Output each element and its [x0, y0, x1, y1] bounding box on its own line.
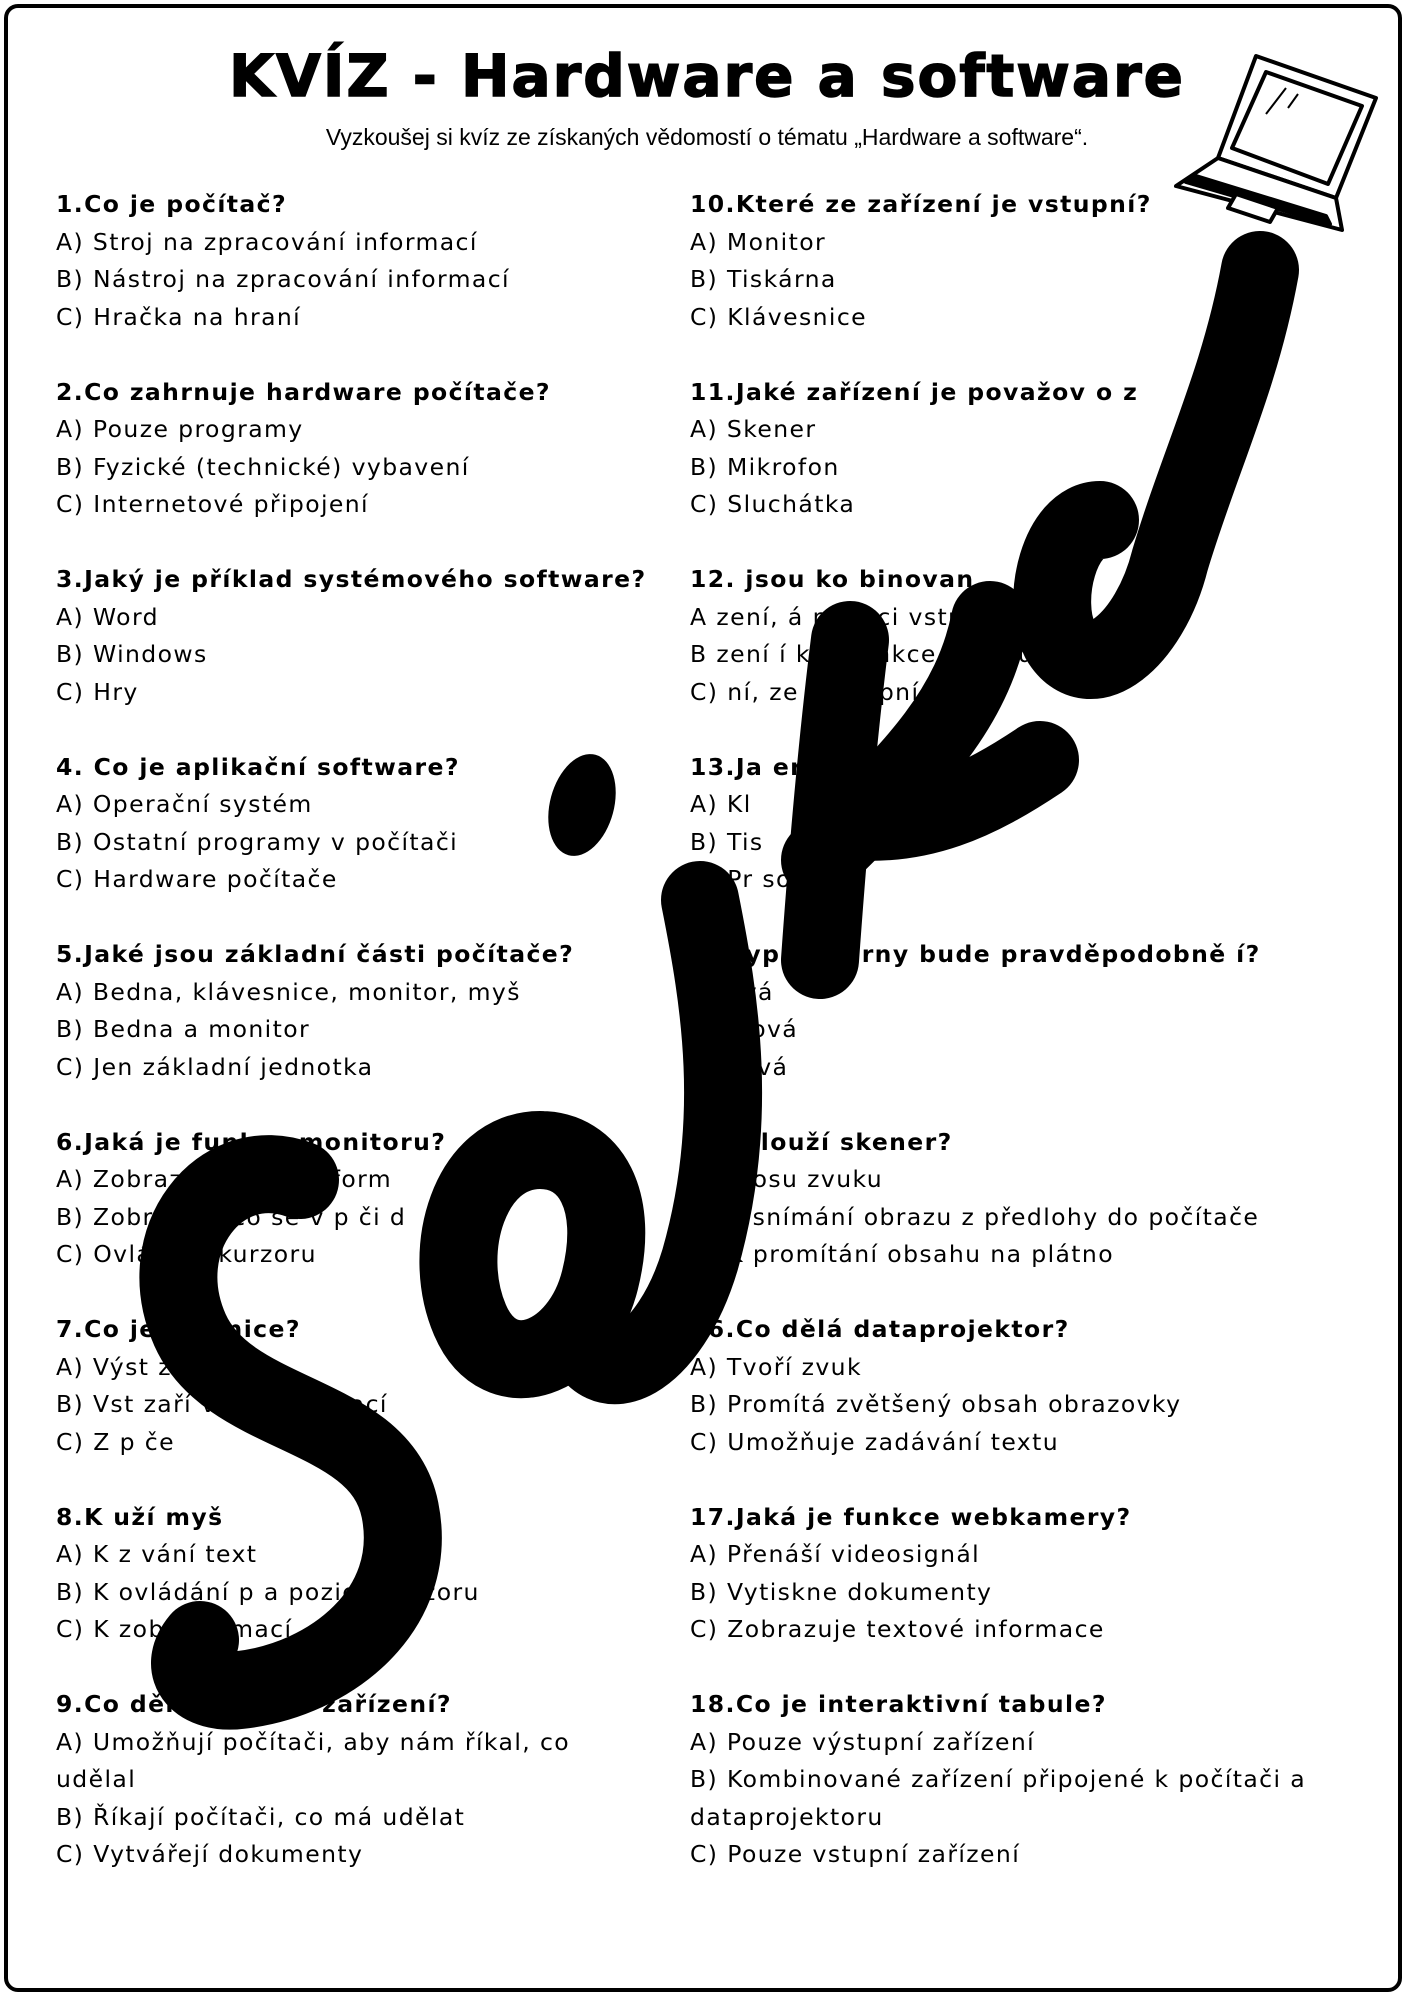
question-title: 15. slouží skener?: [690, 1127, 953, 1156]
question-6: [56, 1124, 656, 1274]
question-8: [56, 1499, 656, 1649]
left-question-column: [56, 186, 656, 1911]
answer-option: C) K promítání obsahu na plátno: [690, 1240, 1114, 1268]
question-title: 8.K uží myš: [56, 1502, 224, 1531]
answer-option: B) Mikrofon: [690, 452, 840, 481]
question-title: 12. jsou ko binovan: [690, 565, 975, 593]
answer-option: A zení, á mají ci vstupu: [690, 602, 997, 631]
answer-option: B) Říkají počítači, co má udělat: [56, 1802, 466, 1831]
question-3: [56, 561, 656, 711]
answer-option: B) Promítá zvětšený obsah obrazovky: [690, 1390, 1182, 1418]
answer-option: B) Fyzické (technické) vybavení: [56, 452, 470, 481]
answer-option: A) Kl: [690, 790, 752, 818]
answer-option: B) Vst zaří vání informací: [56, 1390, 388, 1418]
question-title: 9.Co dělají stupní zařízení?: [56, 1690, 452, 1718]
answer-option: B) Nástroj na zpracování informací: [56, 265, 510, 293]
question-13: [690, 749, 1340, 899]
answer-option: A) Operační systém: [56, 790, 313, 818]
answer-option: B) Tis: [690, 827, 764, 856]
answer-option: A) Bedna, klávesnice, monitor, myš: [56, 977, 521, 1006]
question-title: 10.Které ze zařízení je vstupní?: [690, 190, 1152, 218]
answer-option: A) Pouze programy: [56, 415, 304, 443]
page-subtitle: Vyzkoušej si kvíz ze získaných vědomostí o tématu „Hardware a software“.: [325, 124, 1089, 150]
answer-option: A) Výst zaříze: [56, 1352, 237, 1381]
answer-option: A) K z vání text: [56, 1540, 258, 1568]
answer-option: C) ní, ze výstupní: [690, 677, 920, 706]
question-16: [690, 1311, 1340, 1461]
answer-option: B) stová: [690, 1015, 799, 1043]
question-4: [56, 749, 656, 899]
answer-option: B) Windows: [56, 640, 208, 668]
question-18: [690, 1686, 1340, 1874]
question-title: 6.Jaká je funkce monitoru?: [56, 1127, 447, 1156]
answer-option: B) Ostatní programy v počítači: [56, 827, 459, 856]
answer-option: C) Ovládá p kurzoru: [56, 1240, 317, 1268]
question-14: [690, 936, 1340, 1086]
question-title: 16.Co dělá dataprojektor?: [690, 1315, 1070, 1343]
question-title: 5.Jaké jsou základní části počítače?: [56, 940, 575, 968]
answer-option: C) Jen základní jednotka: [56, 1052, 374, 1081]
answer-option: B) K ovládání p a pozice kurzoru: [56, 1577, 480, 1606]
answer-option: A) Skener: [690, 415, 817, 443]
answer-option: A) Pouze výstupní zařízení: [690, 1727, 1036, 1756]
answer-option: A) K osu zvuku: [690, 1165, 884, 1193]
answer-option: C) ková: [690, 1052, 789, 1081]
answer-option: C) Internetové připojení: [56, 490, 369, 518]
answer-option: B) Bedna a monitor: [56, 1015, 311, 1043]
answer-option: B) K snímání obrazu z předlohy do počítače: [690, 1202, 1260, 1231]
page-title: KVÍZ - Hardware a software: [229, 42, 1185, 110]
question-title: 4. Co je aplikační software?: [56, 752, 460, 781]
answer-option: B) Vytiskne dokumenty: [690, 1577, 993, 1606]
question-10: [690, 186, 1340, 336]
question-5: [56, 936, 656, 1086]
right-question-column: [690, 186, 1340, 1911]
answer-option: B) Kombinované zařízení připojené k počítači a dataprojektoru: [690, 1765, 1307, 1831]
question-title: 17.Jaká je funkce webkamery?: [690, 1502, 1132, 1531]
answer-option: A) Stroj na zpracování informací: [56, 227, 478, 256]
question-7: [56, 1311, 656, 1461]
question-11: [690, 374, 1340, 524]
question-title: 2.Co zahrnuje hardware počítače?: [56, 377, 551, 406]
answer-option: B) Tiskárna: [690, 265, 837, 293]
answer-option: B) Zobrazuje co se v p či d: [56, 1202, 407, 1231]
question-15: [690, 1124, 1340, 1274]
answer-option: B zení í komb nkce vstupu a tu: [690, 640, 1095, 668]
question-title: 11.Jaké zařízení je považov o z: [690, 377, 1139, 406]
question-9: [56, 1686, 656, 1874]
answer-option: A) Zobrazuje te vé inform: [56, 1165, 393, 1193]
question-title: 18.Co je interaktivní tabule?: [690, 1690, 1107, 1718]
answer-option: C) K zobraze mací: [56, 1615, 293, 1643]
question-title: 3.Jaký je příklad systémového software?: [56, 565, 647, 593]
answer-option: A) ová: [690, 977, 774, 1006]
question-title: 14. yp tiskárny bude pravděpodobně í?: [690, 940, 1261, 968]
answer-option: A) Monitor: [690, 227, 827, 256]
answer-option: C) Z p če: [56, 1427, 175, 1456]
answer-option: A) Word: [56, 602, 159, 631]
answer-option: A) Přenáší videosignál: [690, 1540, 981, 1568]
question-title: 13.Ja erního zařízení?: [690, 752, 1006, 781]
answer-option: C) Pouze vstupní zařízení: [690, 1840, 1021, 1868]
question-2: [56, 374, 656, 524]
answer-option: C) Sluchátka: [690, 490, 856, 518]
question-1: [56, 186, 656, 336]
question-17: [690, 1499, 1340, 1649]
answer-option: C) Hardware počítače: [56, 865, 338, 893]
answer-option: C) Klávesnice: [690, 302, 867, 331]
answer-option: C) Zobrazuje textové informace: [690, 1615, 1105, 1643]
answer-option: A) Umožňují počítači, aby nám říkal, co udělal: [56, 1727, 571, 1793]
question-title: 1.Co je počítač?: [56, 190, 288, 218]
question-title: 7.Co je k esnice?: [56, 1315, 301, 1343]
answer-option: C) Pr so: [690, 865, 792, 893]
answer-option: C) Hračka na hraní: [56, 302, 302, 331]
answer-option: C) Hry: [56, 677, 139, 706]
question-12: [690, 561, 1340, 711]
answer-option: C) Umožňuje zadávání textu: [690, 1427, 1060, 1456]
answer-option: C) Vytvářejí dokumenty: [56, 1840, 364, 1868]
answer-option: A) Tvoří zvuk: [690, 1352, 862, 1381]
